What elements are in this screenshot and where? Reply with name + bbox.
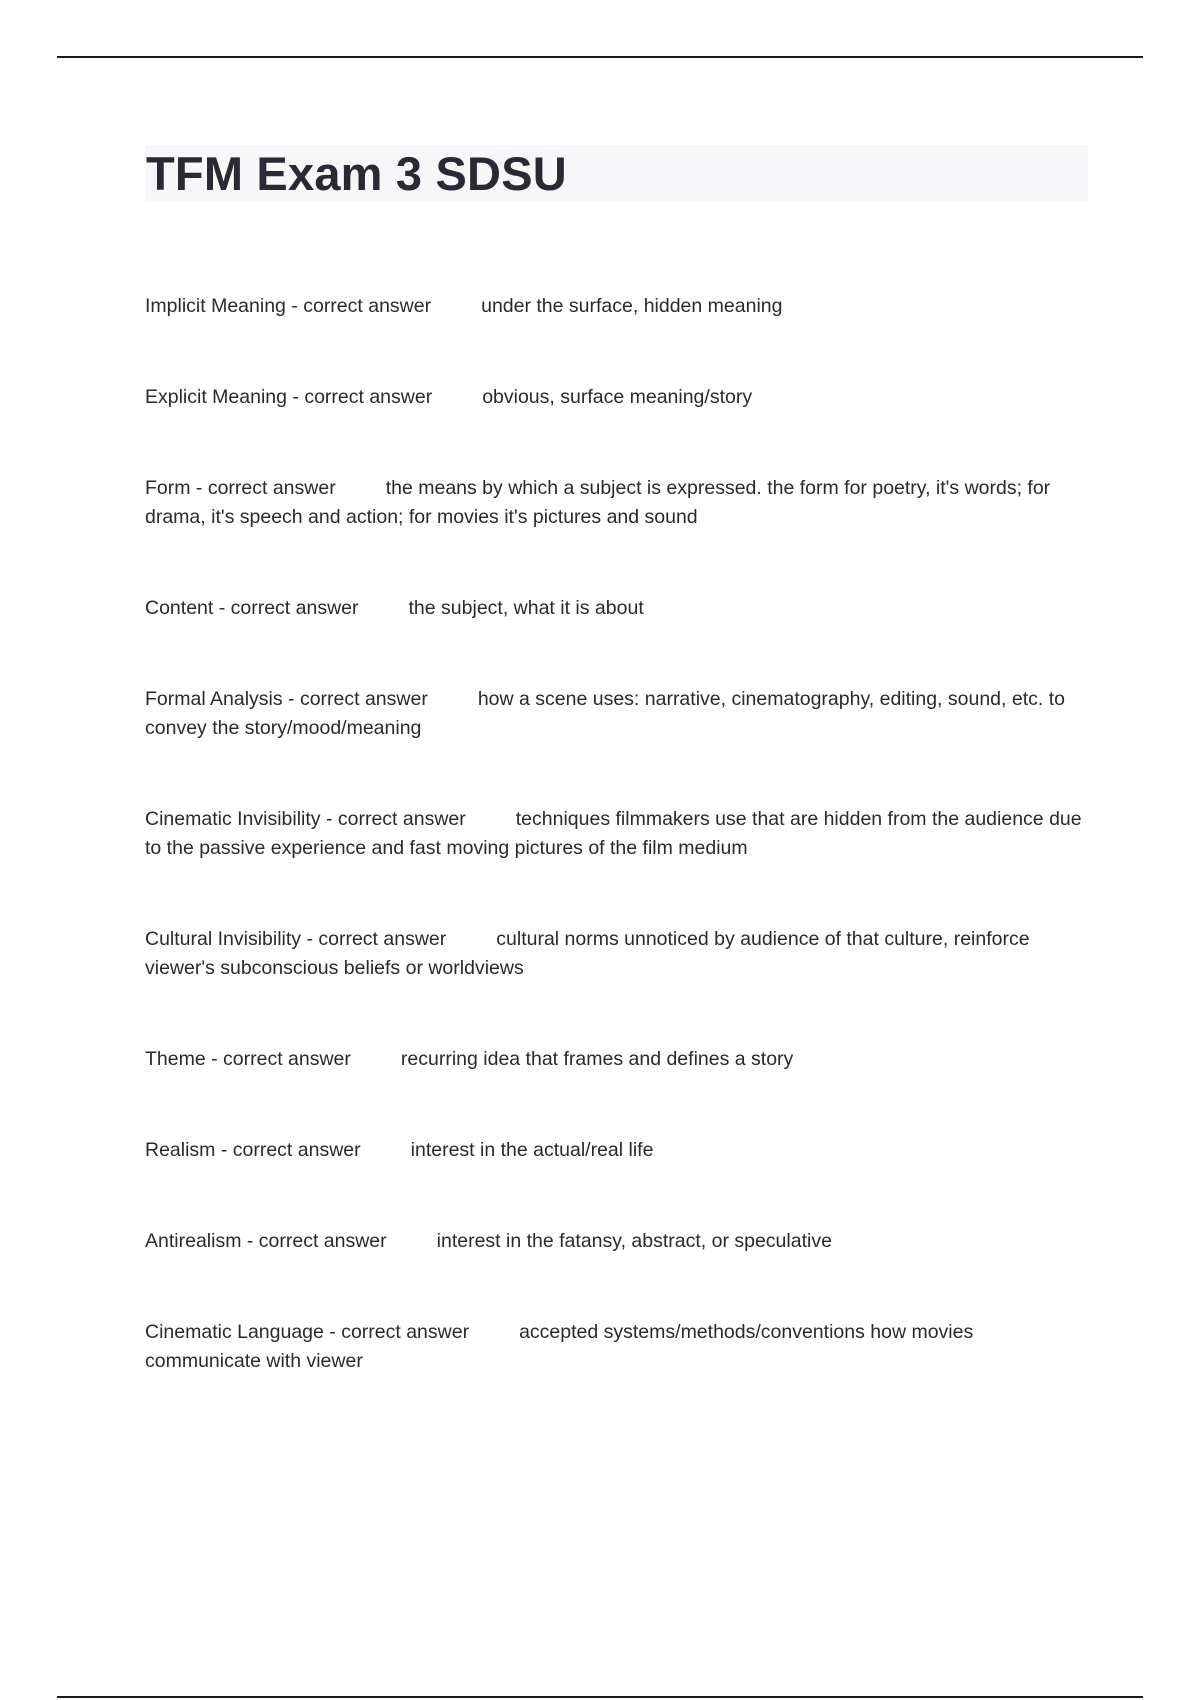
qa-item: [145, 594, 1090, 623]
qa-answer: accepted systems/methods/conventions how movies communicate with viewer: [145, 1321, 974, 1372]
qa-answer: recurring idea that frames and defines a story: [400, 1048, 794, 1070]
qa-item: [145, 474, 1090, 532]
qa-answer: interest in the actual/real life: [410, 1139, 654, 1161]
qa-item: [145, 292, 1090, 321]
qa-term: Explicit Meaning - correct answer: [145, 386, 433, 408]
footer-rule: [57, 1696, 1143, 1698]
qa-item: [145, 1136, 1090, 1165]
qa-term: Formal Analysis - correct answer: [145, 688, 428, 710]
qa-item: [145, 1227, 1090, 1256]
qa-term: Implicit Meaning - correct answer: [145, 295, 432, 317]
qa-answer: the means by which a subject is expressed. the form for poetry, it's words; for drama, it's speech and action; for movies it's pictures and sound: [145, 477, 1051, 528]
qa-term: Theme - correct answer: [145, 1048, 351, 1070]
qa-term: Realism - correct answer: [145, 1139, 361, 1161]
qa-item: [145, 383, 1090, 412]
qa-term: Cultural Invisibility - correct answer: [145, 928, 447, 950]
qa-answer: under the surface, hidden meaning: [481, 295, 783, 317]
qa-answer: how a scene uses: narrative, cinematography, editing, sound, etc. to convey the story/mood/meaning: [145, 688, 1065, 739]
document-title: TFM Exam 3 SDSU: [146, 147, 567, 200]
qa-term: Cinematic Invisibility - correct answer: [145, 808, 466, 830]
qa-answer: obvious, surface meaning/story: [482, 386, 753, 408]
qa-item: [145, 685, 1090, 743]
qa-answer: techniques filmmakers use that are hidden from the audience due to the passive experience and fast moving pictures of the film medium: [145, 808, 1082, 859]
qa-term: Content - correct answer: [145, 597, 359, 619]
qa-answer: cultural norms unnoticed by audience of that culture, reinforce viewer's subconscious beliefs or worldviews: [145, 928, 1030, 979]
qa-term: Cinematic Language - correct answer: [145, 1321, 470, 1343]
qa-answer: the subject, what it is about: [408, 597, 644, 619]
qa-term: Form - correct answer: [145, 477, 336, 499]
qa-item: [145, 805, 1090, 863]
qa-term: Antirealism - correct answer: [145, 1230, 387, 1252]
qa-item: [145, 1318, 1090, 1376]
qa-answer: interest in the fatansy, abstract, or speculative: [436, 1230, 832, 1252]
header-rule: [57, 56, 1143, 58]
qa-item: [145, 1045, 1090, 1074]
qa-list: [145, 292, 1090, 1438]
qa-item: [145, 925, 1090, 983]
